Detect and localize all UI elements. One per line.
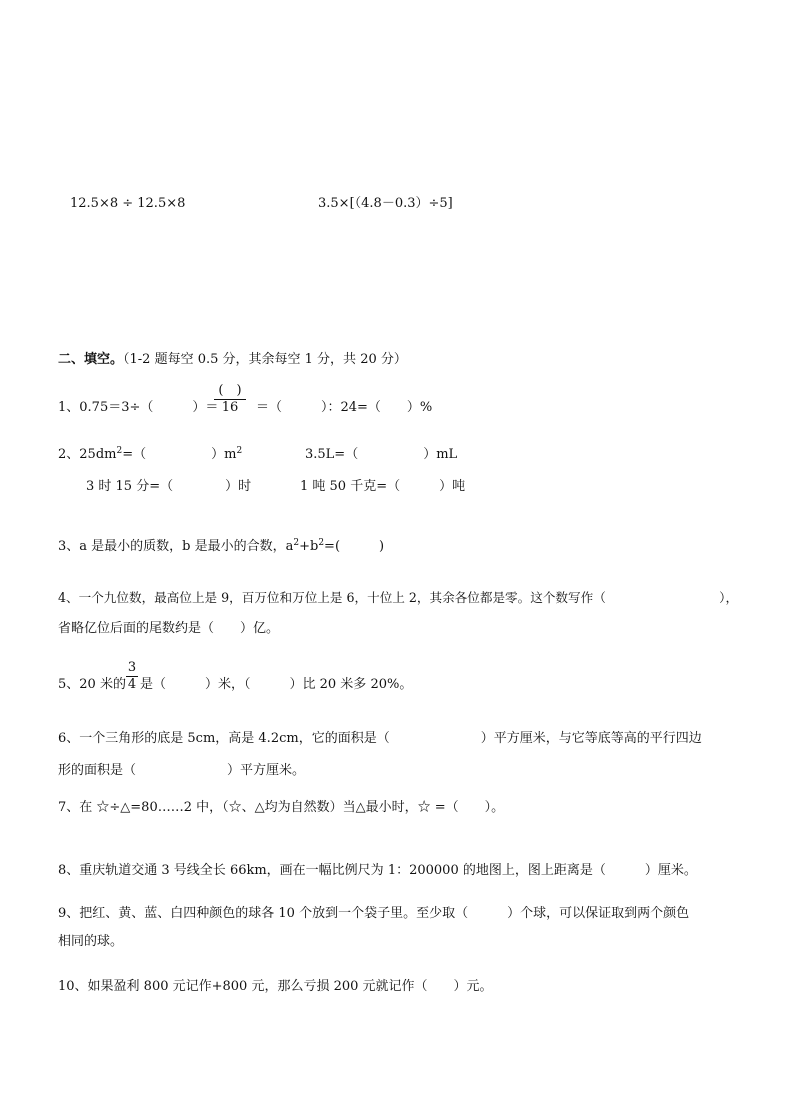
question-3 (58, 539, 384, 555)
question-2-part-b: 3.5L=（ ）mL (305, 447, 458, 462)
question-2-part-d: 1 吨 50 千克=（ ）吨 (300, 479, 466, 494)
question-6-line-2: 形的面积是（ ）平方厘米。 (58, 763, 306, 778)
fraction-denominator: 4 (127, 677, 137, 692)
question-1-fraction (214, 383, 246, 416)
question-7: 7、在 ☆÷△=80……2 中，（☆、△均为自然数）当△最小时，☆ =（ ）。 (58, 800, 505, 815)
q2-area-exponent: 2 (116, 446, 123, 456)
question-9-line-1: 9、把红、黄、蓝、白四种颜色的球各 10 个放到一个袋子里。至少取（ ）个球，可以保证取到两个颜色 (58, 906, 690, 921)
question-8: 8、重庆轨道交通 3 号线全长 66km，画在一幅比例尺为 1：200000 的地图上，图上距离是（ ）厘米。 (58, 863, 697, 878)
q3-exponent-2: 2 (318, 538, 325, 548)
question-1-part-b: ＝（ ）：24=（ ）% (256, 400, 433, 415)
fraction-numerator: 3 (127, 660, 137, 675)
section-title: 二、填空。 (58, 352, 124, 367)
question-5-fraction (126, 660, 138, 693)
question-9-line-2: 相同的球。 (58, 934, 124, 949)
section-score-note: （1-2 题每空 0.5 分，其余每空 1 分，共 20 分） (123, 352, 407, 367)
fraction-denominator: 16 (221, 400, 239, 415)
calc-expression-2: 3.5×[（4.8－0.3）÷5] (318, 196, 453, 211)
q3-blank: =( ) (324, 539, 385, 554)
q2-area-prefix: 2、25dm (58, 447, 117, 462)
question-2-part-c: 3 时 15 分=（ ）时 (86, 479, 252, 494)
question-4-line-1: 4、一个九位数，最高位上是 9，百万位和万位上是 6，十位上 2，其余各位都是零。这个数写作（ ）， (58, 590, 739, 605)
question-5-suffix: 是（ ）米，（ ）比 20 米多 20%。 (140, 677, 413, 692)
question-5-prefix: 5、20 米的 (58, 677, 126, 692)
q3-plus-b: +b (299, 539, 319, 554)
q2-area-blank: =（ ）m (122, 447, 237, 462)
question-6-line-1: 6、一个三角形的底是 5cm，高是 4.2cm，它的面积是（ ）平方厘米，与它等底等高的平行四边 (58, 731, 702, 746)
question-4-line-2: 省略亿位后面的尾数约是（ ）亿。 (58, 621, 280, 636)
question-2-part-a (58, 447, 242, 463)
section-heading (58, 352, 407, 368)
q2-area-exponent-2: 2 (236, 446, 243, 456)
question-1-part-a: 1、0.75＝3÷（ ）＝ (58, 400, 219, 415)
q3-exponent-1: 2 (293, 538, 300, 548)
calc-expression-1: 12.5×8 ÷ 12.5×8 (70, 196, 186, 211)
question-10: 10、如果盈利 800 元记作+800 元，那么亏损 200 元就记作（ ）元。 (58, 979, 493, 994)
fraction-numerator: ( ) (218, 383, 242, 398)
q3-text: 3、a 是最小的质数，b 是最小的合数，a (58, 539, 294, 554)
